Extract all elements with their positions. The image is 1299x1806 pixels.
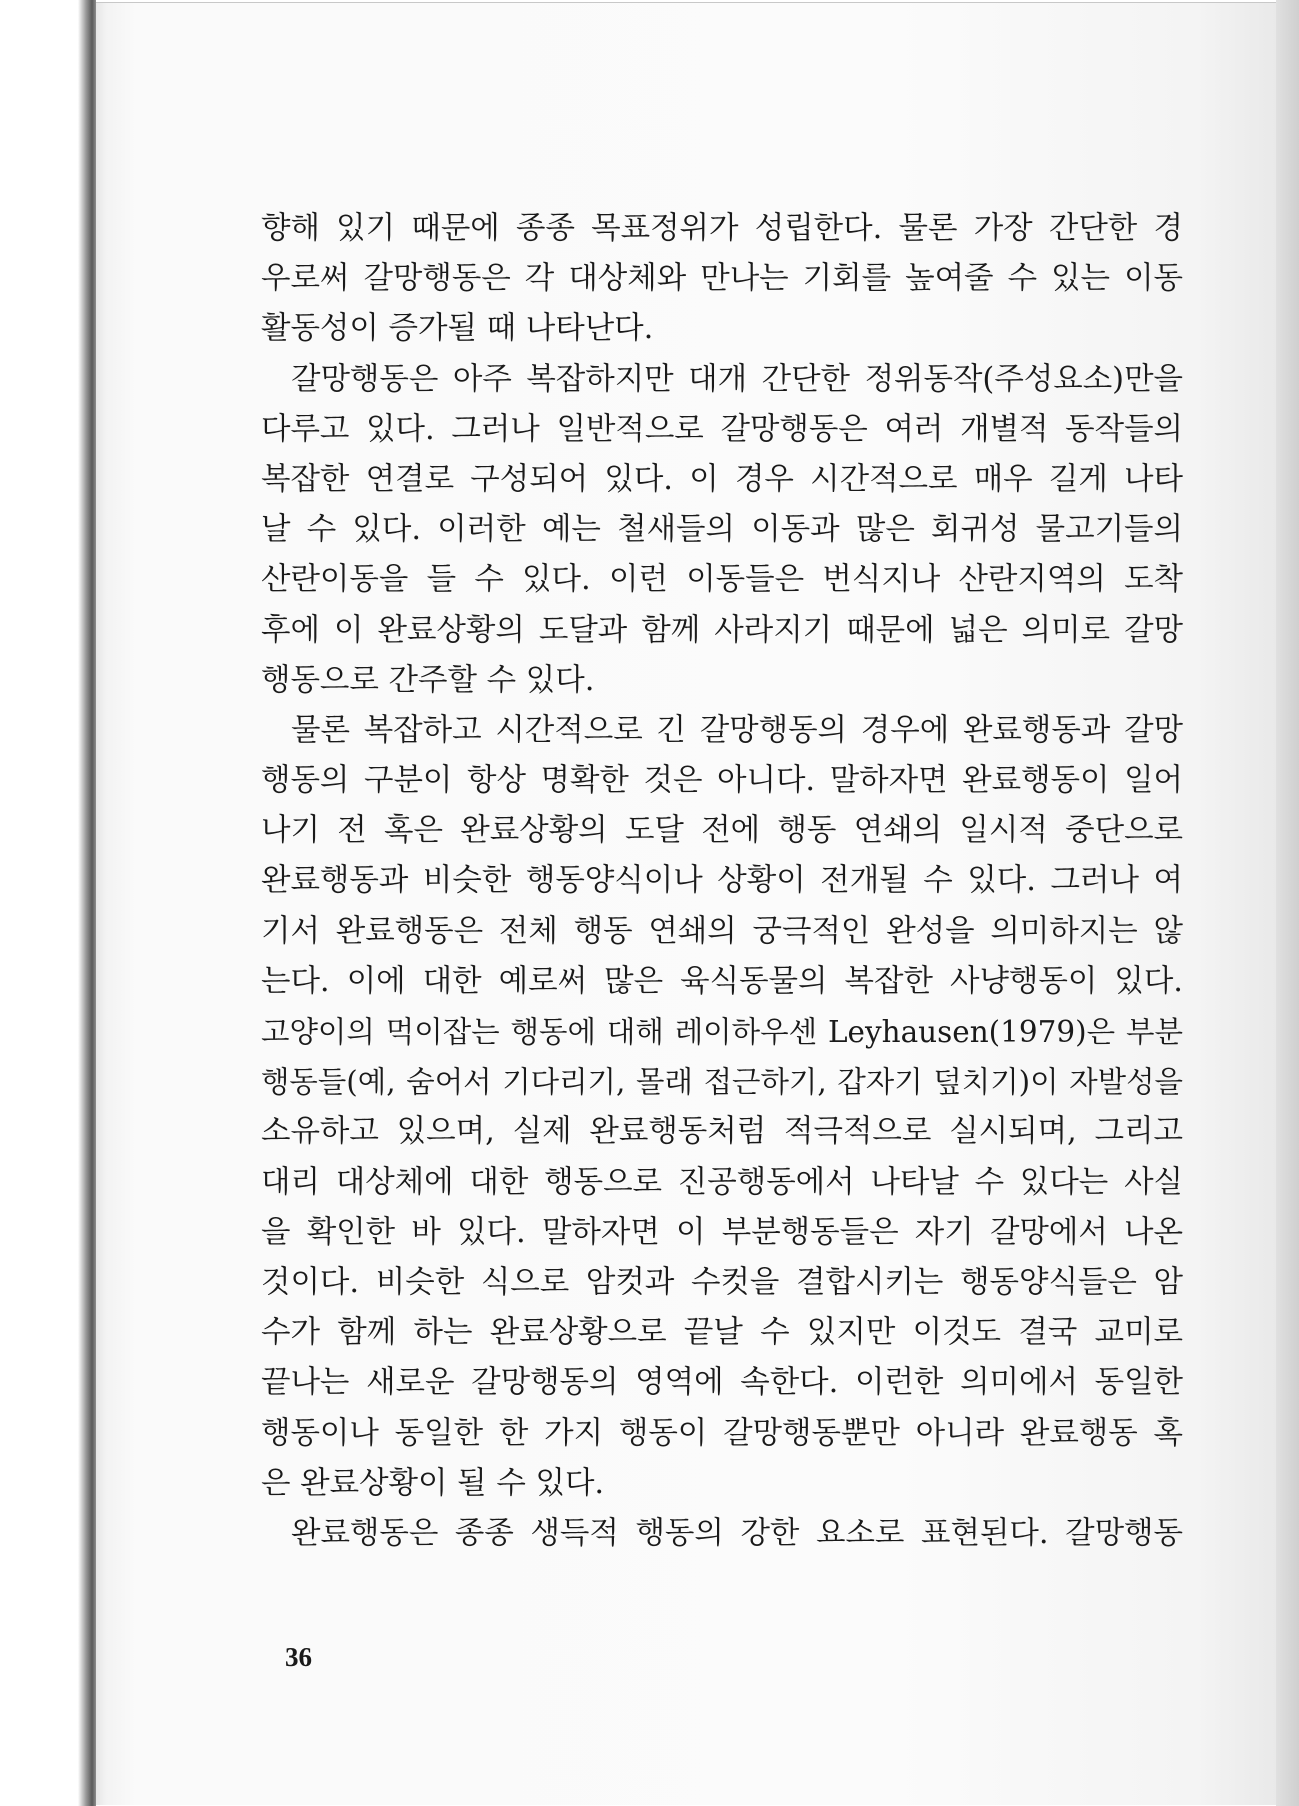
text-line: 행동의 구분이 항상 명확한 것은 아니다. 말하자면 완료행동이 일어 bbox=[261, 763, 1183, 799]
text-line: 을 확인한 바 있다. 말하자면 이 부분행동들은 자기 갈망에서 나온 bbox=[261, 1214, 1183, 1250]
text-line: 것이다. 비슷한 식으로 암컷과 수컷을 결합시키는 행동양식들은 암 bbox=[261, 1264, 1183, 1300]
text-line: 고양이의 먹이잡는 행동에 대해 레이하우센 Leyhausen(1979)은 부분 bbox=[261, 1015, 1183, 1049]
page-edge-shadow bbox=[1276, 0, 1299, 1806]
text-line: 수가 함께 하는 완료상황으로 끝날 수 있지만 이것도 결국 교미로 bbox=[261, 1315, 1183, 1351]
text-line: 기서 완료행동은 전체 행동 연쇄의 궁극적인 완성을 의미하지는 않 bbox=[261, 913, 1183, 949]
text-line: 활동성이 증가될 때 나타난다. bbox=[261, 311, 654, 347]
book-spine-shadow bbox=[0, 0, 96, 1806]
text-line: 물론 복잡하고 시간적으로 긴 갈망행동의 경우에 완료행동과 갈망 bbox=[291, 712, 1183, 748]
text-line: 소유하고 있으며, 실제 완료행동처럼 적극적으로 실시되며, 그리고 bbox=[261, 1114, 1183, 1150]
text-line: 행동이나 동일한 한 가지 행동이 갈망행동뿐만 아니라 완료행동 혹 bbox=[261, 1415, 1183, 1451]
text-line: 대리 대상체에 대한 행동으로 진공행동에서 나타날 수 있다는 사실 bbox=[261, 1164, 1183, 1200]
text-line: 날 수 있다. 이러한 예는 철새들의 이동과 많은 회귀성 물고기들의 bbox=[261, 512, 1183, 548]
text-line: 행동들(예, 숨어서 기다리기, 몰래 접근하기, 갑자기 덮치기)이 자발성을 bbox=[261, 1065, 1183, 1100]
text-line: 산란이동을 들 수 있다. 이런 이동들은 번식지나 산란지역의 도착 bbox=[261, 562, 1183, 598]
text-line: 행동으로 간주할 수 있다. bbox=[261, 662, 595, 698]
text-line: 는다. 이에 대한 예로써 많은 육식동물의 복잡한 사냥행동이 있다. bbox=[261, 963, 1183, 999]
page-number: 36 bbox=[285, 1642, 312, 1672]
text-line: 복잡한 연결로 구성되어 있다. 이 경우 시간적으로 매우 길게 나타 bbox=[261, 461, 1183, 497]
text-line: 후에 이 완료상황의 도달과 함께 사라지기 때문에 넓은 의미로 갈망 bbox=[261, 612, 1183, 648]
text-line: 갈망행동은 아주 복잡하지만 대개 간단한 정위동작(주성요소)만을 bbox=[291, 361, 1183, 397]
page-body-text bbox=[261, 204, 1183, 1559]
text-line: 다루고 있다. 그러나 일반적으로 갈망행동은 여러 개별적 동작들의 bbox=[261, 411, 1183, 447]
text-line: 완료행동은 종종 생득적 행동의 강한 요소로 표현된다. 갈망행동 bbox=[291, 1515, 1183, 1551]
text-line: 우로써 갈망행동은 각 대상체와 만나는 기회를 높여줄 수 있는 이동 bbox=[261, 261, 1183, 297]
text-line: 나기 전 혹은 완료상황의 도달 전에 행동 연쇄의 일시적 중단으로 bbox=[261, 813, 1183, 849]
text-line: 향해 있기 때문에 종종 목표정위가 성립한다. 물론 가장 간단한 경 bbox=[261, 211, 1183, 246]
text-line: 끝나는 새로운 갈망행동의 영역에 속한다. 이런한 의미에서 동일한 bbox=[261, 1365, 1183, 1401]
text-line: 완료행동과 비슷한 행동양식이나 상황이 전개될 수 있다. 그러나 여 bbox=[261, 863, 1183, 899]
text-line: 은 완료상황이 될 수 있다. bbox=[261, 1465, 605, 1501]
